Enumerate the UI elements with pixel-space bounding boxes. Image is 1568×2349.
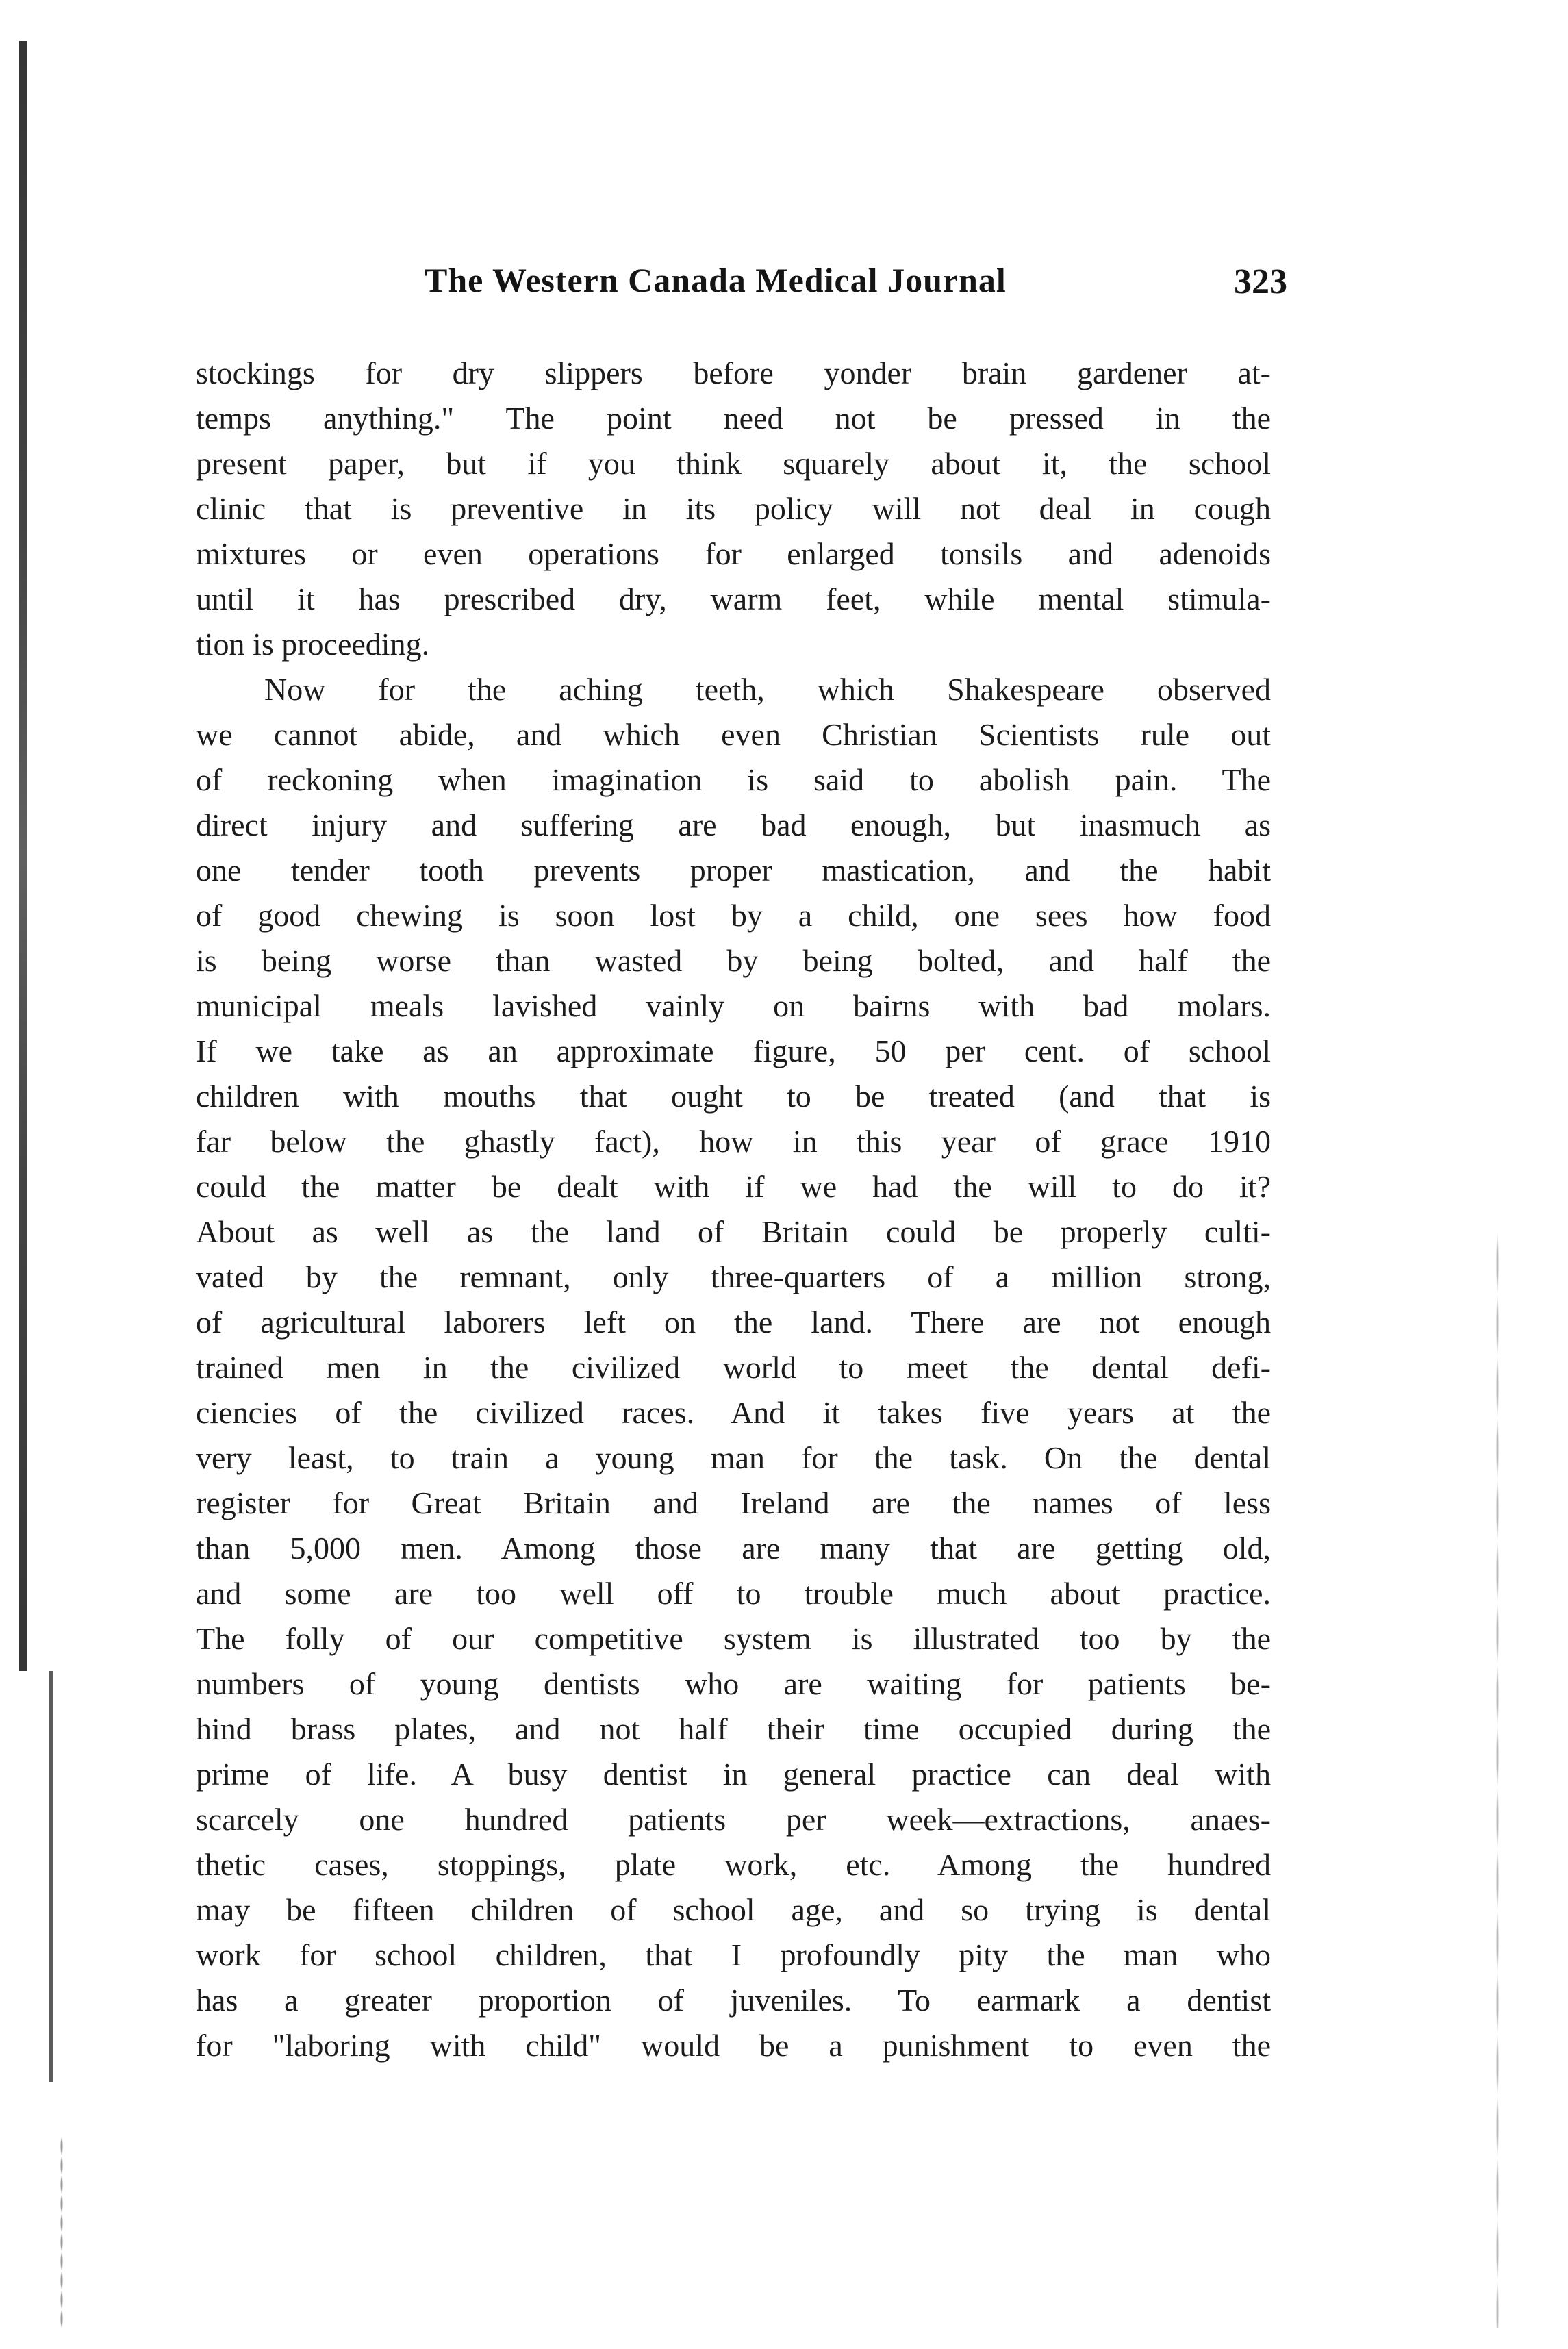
article-body — [196, 351, 1271, 2068]
text-line: hind brass plates, and not half their time occupied during the — [196, 1711, 1271, 1746]
text-line: About as well as the land of Britain could be properly culti- — [196, 1214, 1271, 1249]
text-line: work for school children, that I profoundly pity the man who — [196, 1937, 1271, 1972]
text-line: direct injury and suffering are bad enough, but inasmuch as — [196, 807, 1271, 842]
text-line: of agricultural laborers left on the land. There are not enough — [196, 1305, 1271, 1340]
text-line: for "laboring with child" would be a punishment to even the — [196, 2028, 1271, 2063]
scan-binding-edge-lower — [49, 1671, 53, 2082]
scan-binding-edge — [19, 41, 27, 1671]
text-line: of good chewing is soon lost by a child, one sees how food — [196, 898, 1271, 933]
text-line: of reckoning when imagination is said to abolish pain. The — [196, 762, 1271, 797]
scan-specks-right — [1496, 1233, 1499, 2328]
text-line: ciencies of the civilized races. And it takes five years at the — [196, 1395, 1271, 1430]
text-line: present paper, but if you think squarely about it, the school — [196, 446, 1271, 481]
text-line: municipal meals lavished vainly on bairns with bad molars. — [196, 988, 1271, 1023]
text-line: The folly of our competitive system is illustrated too by the — [196, 1621, 1271, 1656]
text-line: trained men in the civilized world to meet the dental defi- — [196, 1350, 1271, 1385]
text-line: we cannot abide, and which even Christian Scientists rule out — [196, 717, 1271, 752]
scan-specks-left — [60, 2137, 63, 2328]
text-line: If we take as an approximate figure, 50 per cent. of school — [196, 1033, 1271, 1068]
text-line: until it has prescribed dry, warm feet, while mental stimula- — [196, 581, 1271, 616]
journal-title: The Western Canada Medical Journal — [425, 261, 1007, 299]
page-number: 323 — [1234, 262, 1287, 301]
text-line: thetic cases, stoppings, plate work, etc. Among the hundred — [196, 1847, 1271, 1882]
text-line: very least, to train a young man for the task. On the dental — [196, 1440, 1271, 1475]
text-line: one tender tooth prevents proper mastication, and the habit — [196, 853, 1271, 888]
text-line: temps anything." The point need not be pressed in the — [196, 401, 1271, 436]
text-line: scarcely one hundred patients per week—extractions, anaes- — [196, 1802, 1271, 1837]
text-line: Now for the aching teeth, which Shakespeare observed — [264, 672, 1271, 707]
text-line: and some are too well off to trouble much about practice. — [196, 1576, 1271, 1611]
text-line: vated by the remnant, only three-quarters of a million strong, — [196, 1259, 1271, 1294]
text-line: has a greater proportion of juveniles. To earmark a dentist — [196, 1983, 1271, 2018]
text-line: stockings for dry slippers before yonder brain gardener at- — [196, 355, 1271, 390]
text-line: tion is proceeding. — [196, 627, 430, 662]
text-line: children with mouths that ought to be treated (and that is — [196, 1079, 1271, 1114]
text-line: prime of life. A busy dentist in general practice can deal with — [196, 1757, 1271, 1792]
text-line: is being worse than wasted by being bolted, and half the — [196, 943, 1271, 978]
text-line: register for Great Britain and Ireland are the names of less — [196, 1485, 1271, 1520]
text-line: than 5,000 men. Among those are many that are getting old, — [196, 1531, 1271, 1566]
text-line: numbers of young dentists who are waiting for patients be- — [196, 1666, 1271, 1701]
text-line: mixtures or even operations for enlarged tonsils and adenoids — [196, 536, 1271, 571]
text-line: clinic that is preventive in its policy will not deal in cough — [196, 491, 1271, 526]
text-line: may be fifteen children of school age, and so trying is dental — [196, 1892, 1271, 1927]
running-header — [425, 260, 1287, 315]
text-line: could the matter be dealt with if we had the will to do it? — [196, 1169, 1271, 1204]
text-line: far below the ghastly fact), how in this year of grace 1910 — [196, 1124, 1271, 1159]
